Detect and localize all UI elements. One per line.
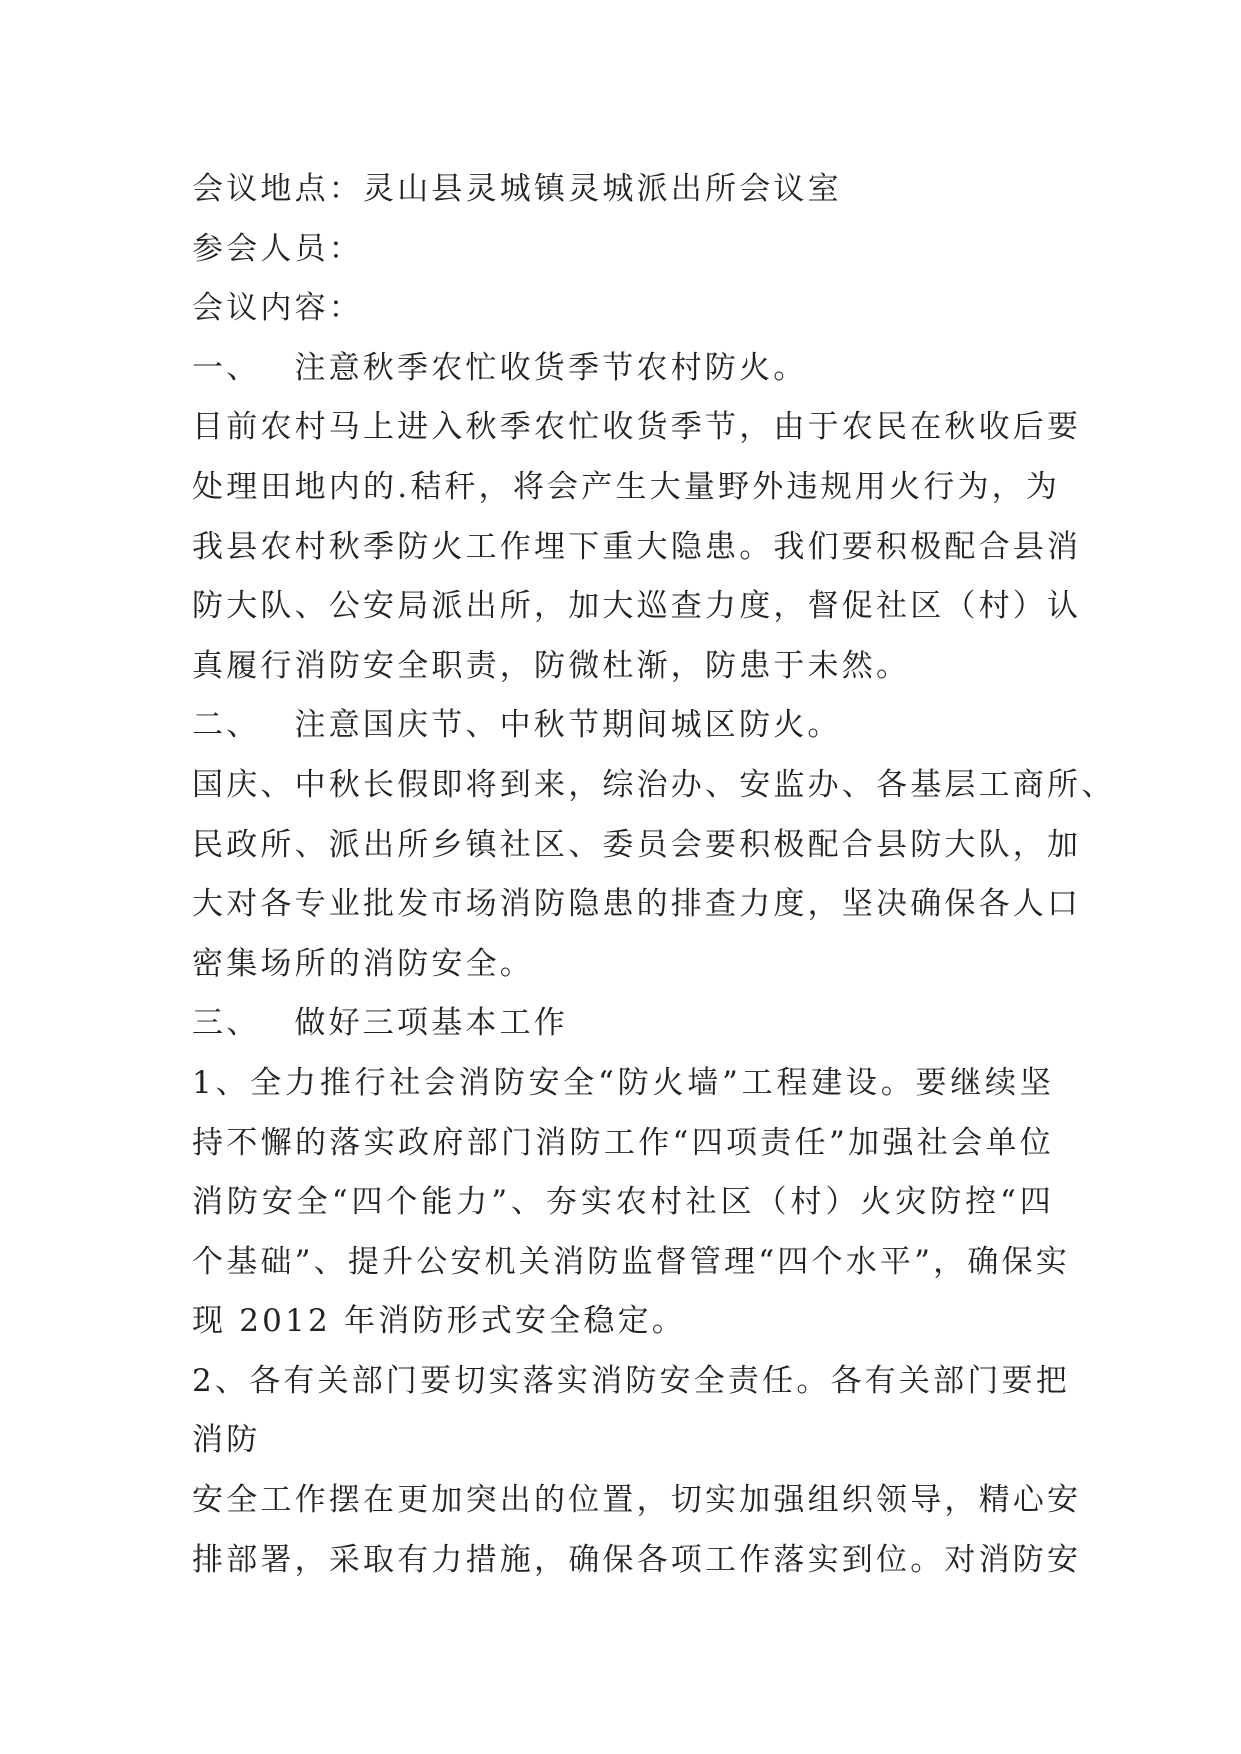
paragraph-line: 目前农村马上进入秋季农忙收货季节，由于农民在秋收后要 bbox=[192, 409, 1082, 446]
paragraph-line: 大对各专业批发市场消防隐患的排查力度，坚决确保各人口 bbox=[192, 886, 1082, 923]
paragraph-line: 消防 bbox=[192, 1422, 261, 1459]
section-title: 注意国庆节、中秋节期间城区防火。 bbox=[294, 707, 842, 744]
section-title: 注意秋季农忙收货季节农村防火。 bbox=[294, 349, 808, 386]
section-heading-1 bbox=[192, 339, 1054, 399]
paragraph-line: 我县农村秋季防火工作埋下重大隐患。我们要积极配合县消 bbox=[192, 528, 1082, 565]
paragraph-line: 2、各有关部门要切实落实消防安全责任。各有关部门要把 bbox=[192, 1362, 1070, 1399]
section-number: 一、 bbox=[192, 349, 261, 386]
paragraph-line: 现 2012 年消防形式安全稳定。 bbox=[192, 1303, 686, 1340]
meeting-location-line: 会议地点：灵山县灵城镇灵城派出所会议室 bbox=[192, 171, 842, 207]
paragraph-line: 消防安全“四个能力”、夯实农村社区（村）火灾防控“四 bbox=[192, 1184, 1054, 1221]
paragraph-line: 持不懈的落实政府部门消防工作“四项责任”加强社会单位 bbox=[192, 1124, 1054, 1161]
paragraph-line: 个基础”、提升公安机关消防监督管理“四个水平”，确保实 bbox=[192, 1243, 1070, 1280]
paragraph-line: 防大队、公安局派出所，加大巡查力度，督促社区（村）认 bbox=[192, 588, 1082, 625]
paragraph-line: 密集场所的消防安全。 bbox=[192, 945, 534, 982]
paragraph-line: 民政所、派出所乡镇社区、委员会要积极配合县防大队，加 bbox=[192, 826, 1082, 863]
paragraph-line: 处理田地内的.秸秆，将会产生大量野外违规用火行为，为 bbox=[192, 468, 1061, 505]
paragraph-line: 真履行消防安全职责，防微杜渐，防患于未然。 bbox=[192, 647, 911, 684]
section-title: 做好三项基本工作 bbox=[294, 1005, 569, 1042]
section-number: 二、 bbox=[192, 707, 261, 744]
paragraph-line: 安全工作摆在更加突出的位置，切实加强组织领导，精心安 bbox=[192, 1482, 1082, 1519]
document-body bbox=[192, 160, 1116, 1590]
section-heading-2 bbox=[192, 696, 1054, 756]
meeting-content-line: 会议内容： bbox=[192, 290, 363, 327]
section-number: 三、 bbox=[192, 1005, 261, 1042]
attendees-line: 参会人员： bbox=[192, 230, 363, 267]
paragraph-line: 1、全力推行社会消防安全“防火墙”工程建设。要继续坚 bbox=[192, 1064, 1054, 1101]
paragraph-line: 排部署，采取有力措施，确保各项工作落实到位。对消防安 bbox=[192, 1541, 1082, 1578]
paragraph-line: 国庆、中秋长假即将到来，综治办、安监办、各基层工商所、 bbox=[192, 766, 1116, 803]
section-heading-3 bbox=[192, 994, 1054, 1054]
